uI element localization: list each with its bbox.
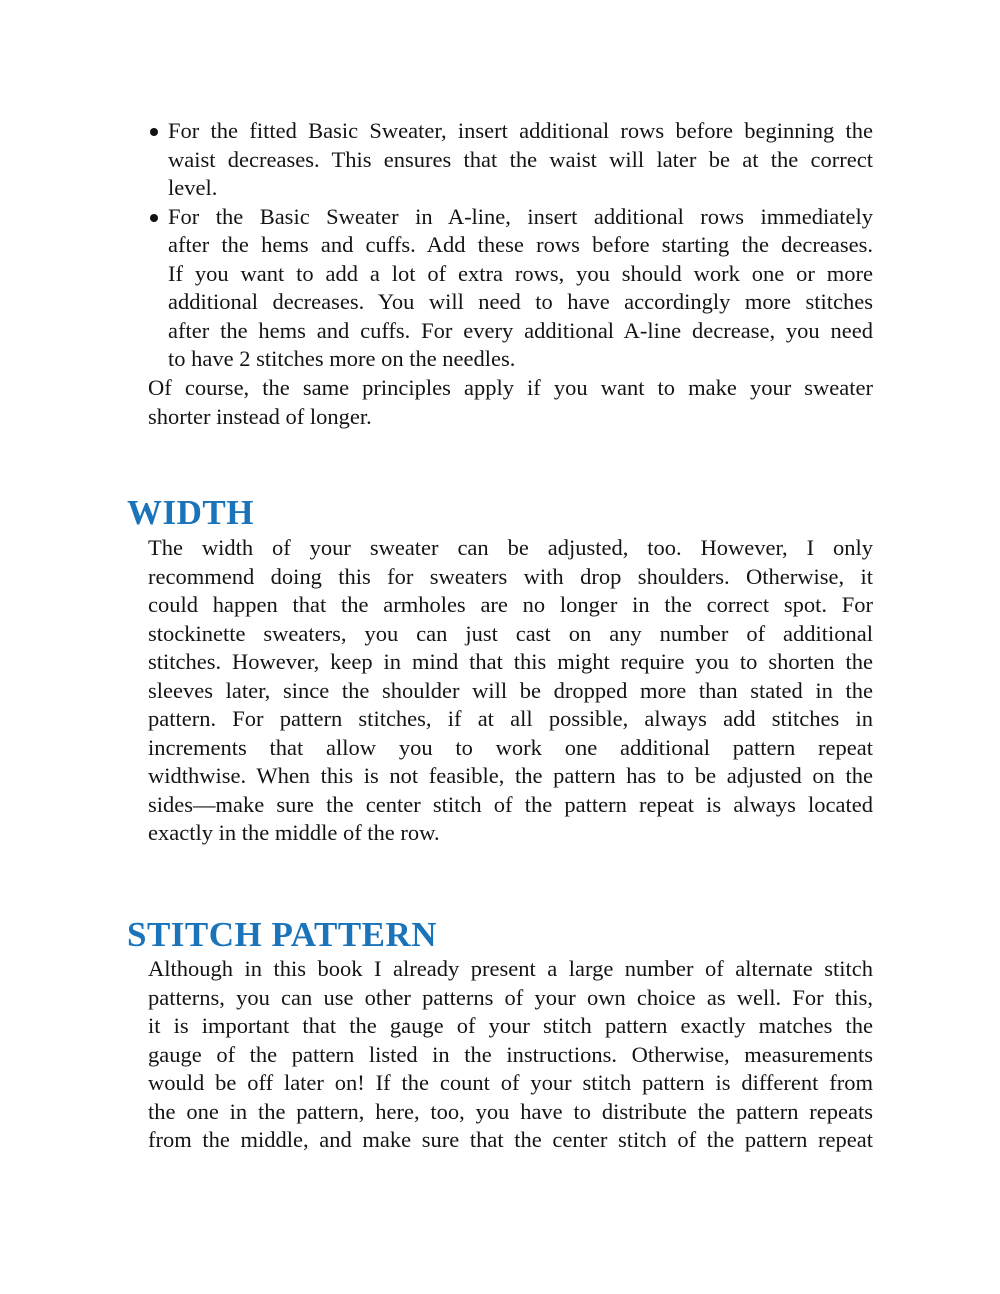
text-line: recommend doing this for sweaters with drop shoulders. Otherwise, it (148, 563, 873, 589)
bullet-list (168, 117, 873, 374)
section-heading-stitch-pattern: STITCH PATTERN (127, 915, 438, 954)
text-line: gauge of the pattern listed in the instructions. Otherwise, measurements (148, 1041, 873, 1067)
text-line: after the hems and cuffs. Add these rows before starting the decreases. (168, 232, 873, 257)
text-line: level. (168, 175, 218, 200)
text-line: patterns, you can use other patterns of your own choice as well. For this, (148, 984, 873, 1010)
text-line: shorter instead of longer. (148, 403, 372, 429)
text-line: stitches. However, keep in mind that this might require you to shorten the (148, 649, 873, 674)
text-line: widthwise. When this is not feasible, the pattern has to be adjusted on the (148, 763, 873, 788)
text-line: the one in the pattern, here, too, you have to distribute the pattern repeats (148, 1098, 873, 1124)
text-line: from the middle, and make sure that the center stitch of the pattern repeat (148, 1127, 873, 1152)
text-line: waist decreases. This ensures that the waist will later be at the correct (168, 146, 873, 172)
text-line: stockinette sweaters, you can just cast on any number of additional (148, 620, 873, 646)
text-line: could happen that the armholes are no longer in the correct spot. For (148, 592, 873, 617)
text-line: Of course, the same principles apply if you want to make your sweater (148, 375, 873, 400)
text-line: For the Basic Sweater in A-line, insert additional rows immediately (168, 203, 873, 229)
section-heading-width: WIDTH (127, 493, 254, 532)
text-line: additional decreases. You will need to have accordingly more stitches (168, 289, 873, 314)
stitch-pattern-paragraph (148, 955, 873, 1155)
closing-paragraph (148, 374, 873, 431)
text-line: pattern. For pattern stitches, if at all possible, always add stitches in (148, 706, 873, 731)
bullet-icon (150, 214, 158, 222)
text-line: would be off later on! If the count of your stitch pattern is different from (148, 1070, 873, 1095)
text-line: The width of your sweater can be adjusted, too. However, I only (148, 535, 873, 560)
text-line: sleeves later, since the shoulder will be dropped more than stated in the (148, 677, 873, 703)
text-line: For the fitted Basic Sweater, insert additional rows before beginning the (168, 118, 873, 143)
text-line: If you want to add a lot of extra rows, you should work one or more (168, 260, 873, 286)
text-line: exactly in the middle of the row. (148, 820, 440, 845)
text-line: increments that allow you to work one additional pattern repeat (148, 734, 873, 760)
text-line: it is important that the gauge of your stitch pattern exactly matches the (148, 1013, 873, 1038)
text-line: Although in this book I already present a large number of alternate stitch (148, 956, 873, 981)
width-paragraph (148, 534, 873, 848)
text-line: to have 2 stitches more on the needles. (168, 346, 516, 371)
list-item (168, 203, 873, 374)
text-line: sides—make sure the center stitch of the pattern repeat is always located (148, 791, 873, 817)
text-line: after the hems and cuffs. For every additional A-line decrease, you need (168, 317, 873, 343)
list-item (168, 117, 873, 203)
bullet-icon (150, 128, 158, 136)
